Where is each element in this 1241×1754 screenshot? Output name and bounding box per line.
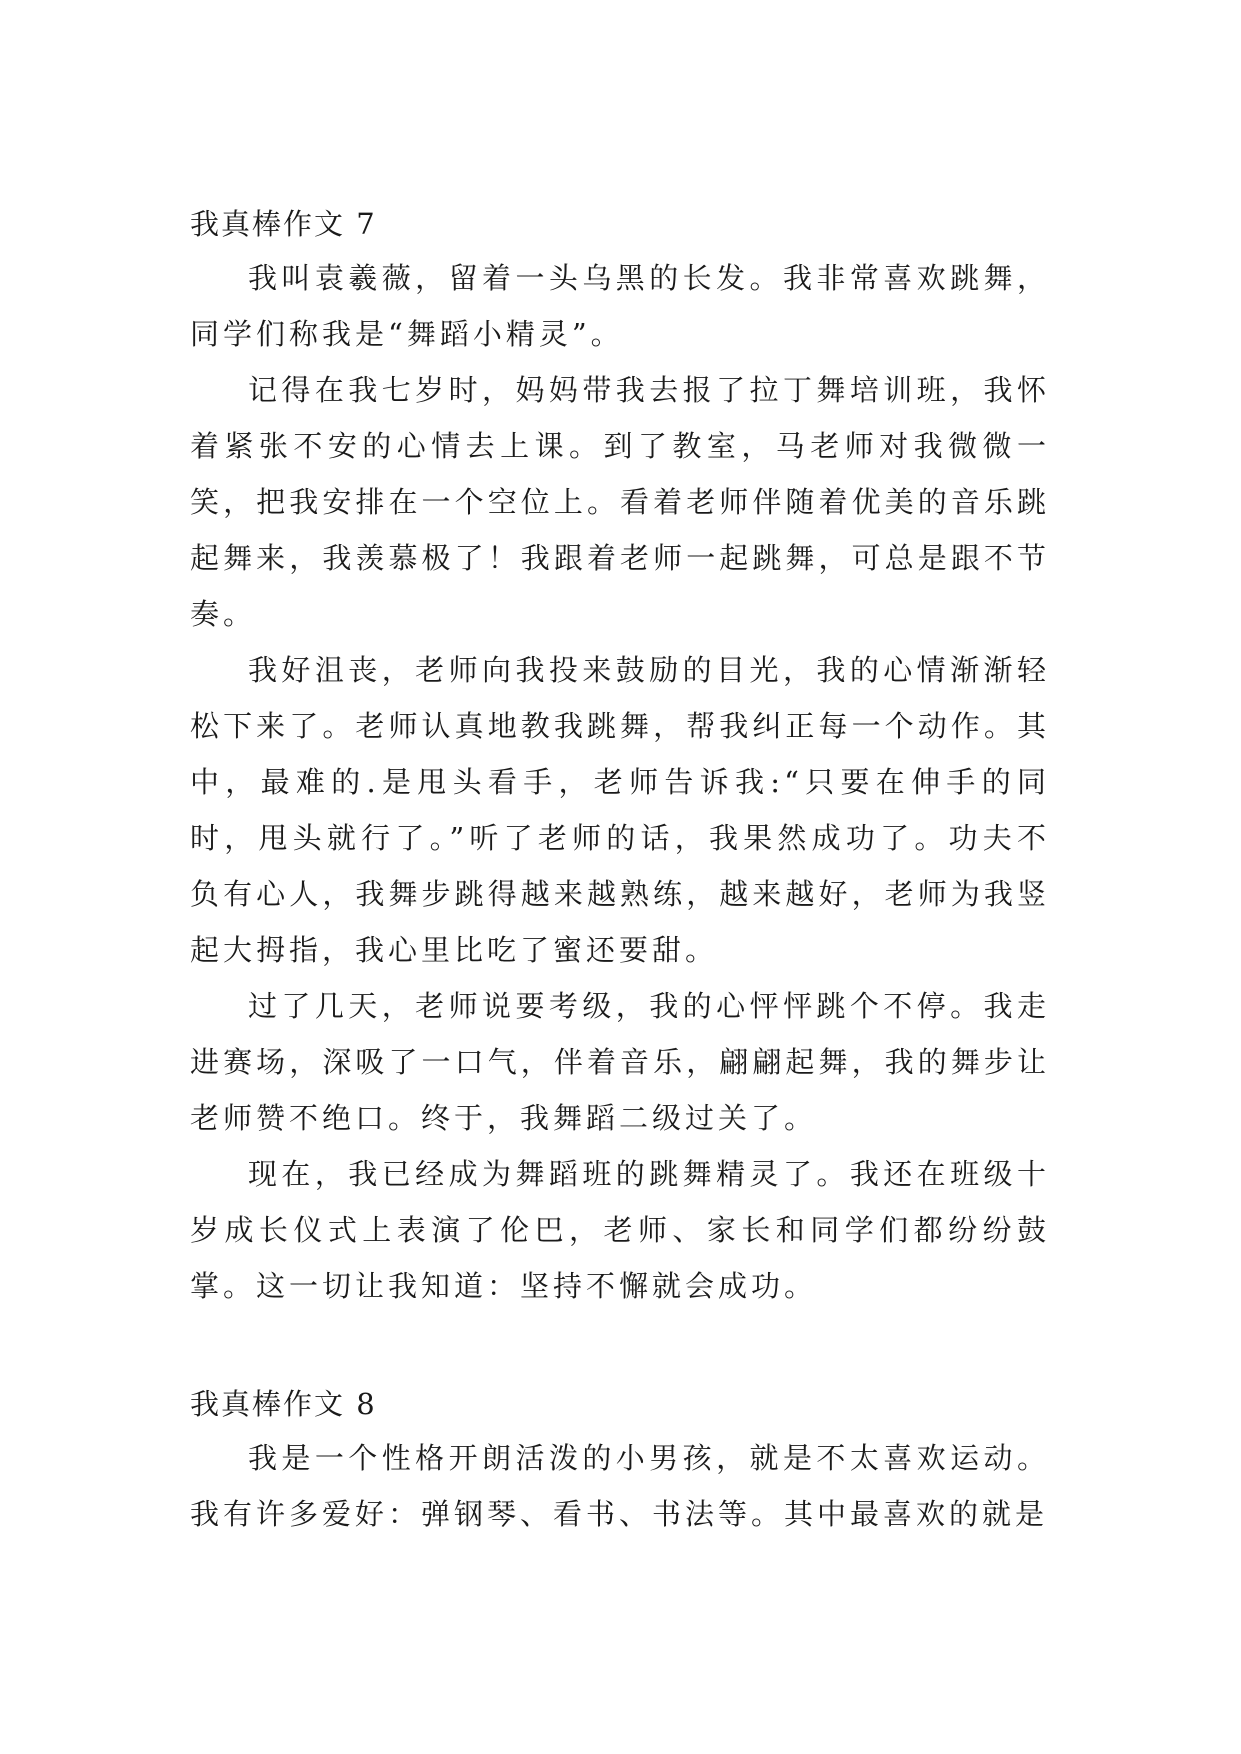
paragraph: 过了几天，老师说要考级，我的心怦怦跳个不停。我走进赛场，深吸了一口气，伴着音乐，翩翩起舞，我的舞步让老师赞不绝口。终于，我舞蹈二级过关了。 bbox=[190, 989, 1050, 1135]
paragraph: 我好沮丧，老师向我投来鼓励的目光，我的心情渐渐轻松下来了。老师认真地教我跳舞，帮我纠正每一个动作。其中，最难的.是甩头看手，老师告诉我:“只要在伸手的同时，甩头就行了。”听了老师的话，我果然成功了。功夫不负有心人，我舞步跳得越来越熟练，越来越好，老师为我竖起大拇指，我心里比吃了蜜还要甜。 bbox=[190, 653, 1050, 967]
paragraph: 我是一个性格开朗活泼的小男孩，就是不太喜欢运动。我有许多爱好：弹钢琴、看书、书法等。其中最喜欢的就是 bbox=[190, 1441, 1050, 1531]
section-title: 我真棒作文 7 bbox=[190, 207, 377, 241]
paragraph: 现在，我已经成为舞蹈班的跳舞精灵了。我还在班级十岁成长仪式上表演了伦巴，老师、家长和同学们都纷纷鼓掌。这一切让我知道：坚持不懈就会成功。 bbox=[190, 1157, 1050, 1303]
essay-section-8 bbox=[190, 1378, 1050, 1542]
paragraph: 记得在我七岁时，妈妈带我去报了拉丁舞培训班，我怀着紧张不安的心情去上课。到了教室，马老师对我微微一笑，把我安排在一个空位上。看着老师伴随着优美的音乐跳起舞来，我羡慕极了！我跟着老师一起跳舞，可总是跟不节奏。 bbox=[190, 373, 1050, 631]
document-body bbox=[190, 198, 1050, 1542]
section-spacer bbox=[190, 1314, 1050, 1378]
essay-section-7 bbox=[190, 198, 1050, 1314]
paragraph: 我叫袁羲薇，留着一头乌黑的长发。我非常喜欢跳舞，同学们称我是“舞蹈小精灵”。 bbox=[190, 261, 1050, 351]
section-title: 我真棒作文 8 bbox=[190, 1387, 377, 1421]
